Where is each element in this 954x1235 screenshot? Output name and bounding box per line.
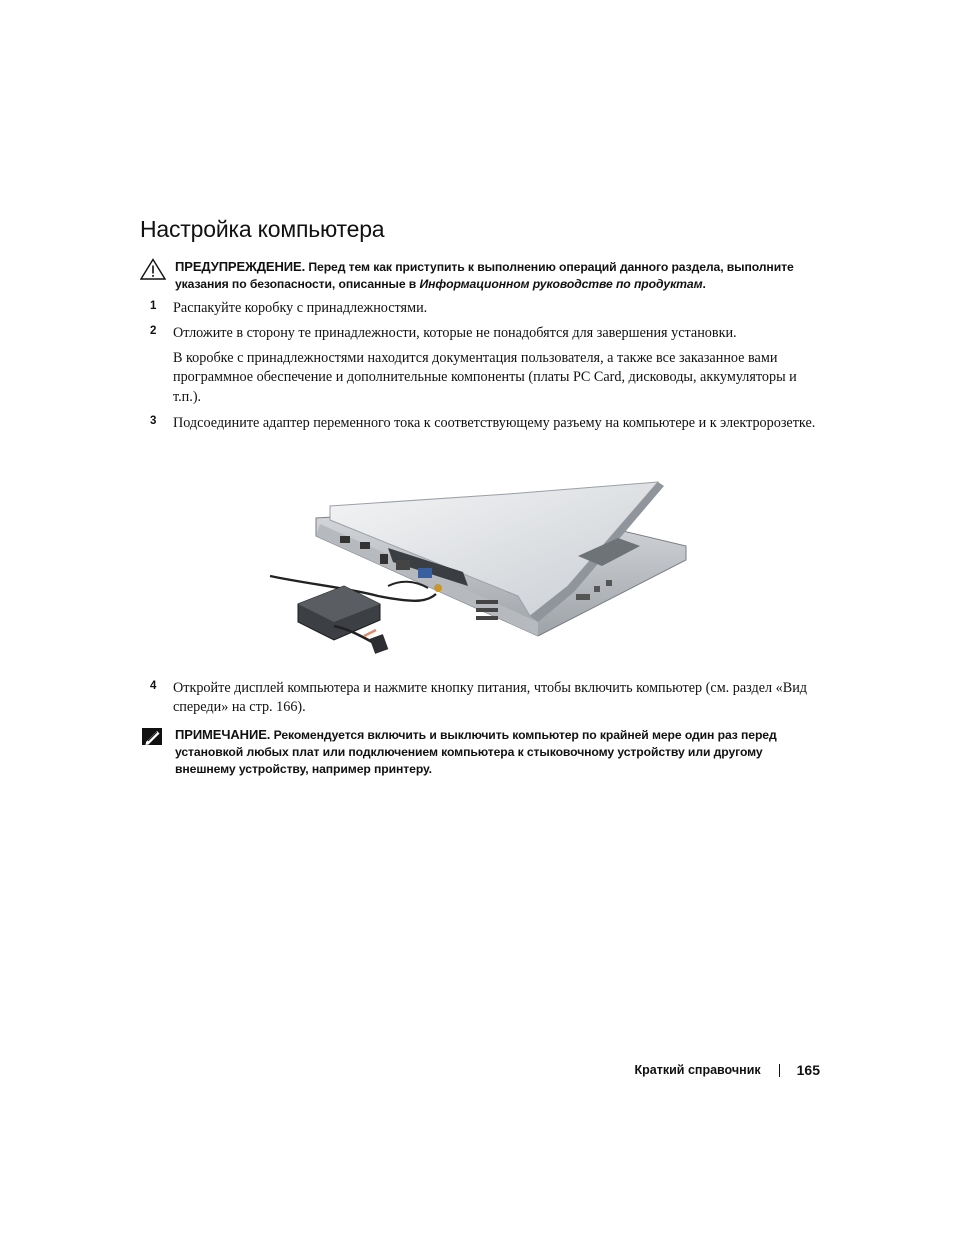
step-2 bbox=[150, 324, 820, 343]
step-number: 3 bbox=[150, 415, 157, 427]
step-text: Подсоедините адаптер переменного тока к соответствующему разъему на компьютере и к электророзетке. bbox=[173, 415, 816, 431]
step-number: 1 bbox=[150, 300, 157, 312]
pencil-note-icon bbox=[140, 726, 166, 748]
note-text: Рекомендуется включить и выключить компьютер по крайней мере один раз перед установкой любых плат или подключением компьютера к стыковочному устройству или другому внешнему устройству, например принтеру. bbox=[175, 728, 777, 776]
step-4 bbox=[150, 679, 820, 718]
note-label: ПРИМЕЧАНИЕ. bbox=[175, 727, 271, 742]
page-number: 165 bbox=[796, 1062, 820, 1078]
footer-divider bbox=[779, 1064, 780, 1077]
step-1 bbox=[150, 299, 820, 318]
warning-icon bbox=[140, 258, 166, 280]
warning-notice bbox=[140, 258, 820, 293]
warning-text: Перед тем как приступить к выполнению операций данного раздела, выполните указания по безопасности, описанные в bbox=[175, 260, 794, 291]
step-3 bbox=[150, 414, 820, 433]
step-number: 4 bbox=[150, 680, 157, 692]
step-text: Отложите в сторону те принадлежности, которые не понадобятся для завершения установки. bbox=[173, 325, 737, 341]
note-notice bbox=[140, 726, 820, 778]
step-detail-text: В коробке с принадлежностями находится документация пользователя, а также все заказанное вами программное обеспечение и дополнительные компоненты (платы PC Card, дисководы, аккумуляторы и т.п.). bbox=[173, 350, 797, 405]
warning-text-end: . bbox=[702, 277, 706, 291]
step-2-detail bbox=[150, 349, 820, 407]
page-footer bbox=[635, 1062, 820, 1078]
footer-section-title: Краткий справочник bbox=[634, 1063, 761, 1077]
warning-doc-title: Информационном руководстве по продуктам bbox=[419, 277, 703, 291]
step-text: Откройте дисплей компьютера и нажмите кнопку питания, чтобы включить компьютер (см. раздел «Вид спереди» на стр. 166). bbox=[173, 680, 808, 716]
warning-label: ПРЕДУПРЕЖДЕНИЕ. bbox=[175, 259, 306, 274]
page-title: Настройка компьютера bbox=[140, 216, 385, 242]
step-text: Распакуйте коробку с принадлежностями. bbox=[173, 300, 428, 316]
step-number: 2 bbox=[150, 325, 157, 337]
laptop-adapter-illustration bbox=[268, 476, 688, 666]
